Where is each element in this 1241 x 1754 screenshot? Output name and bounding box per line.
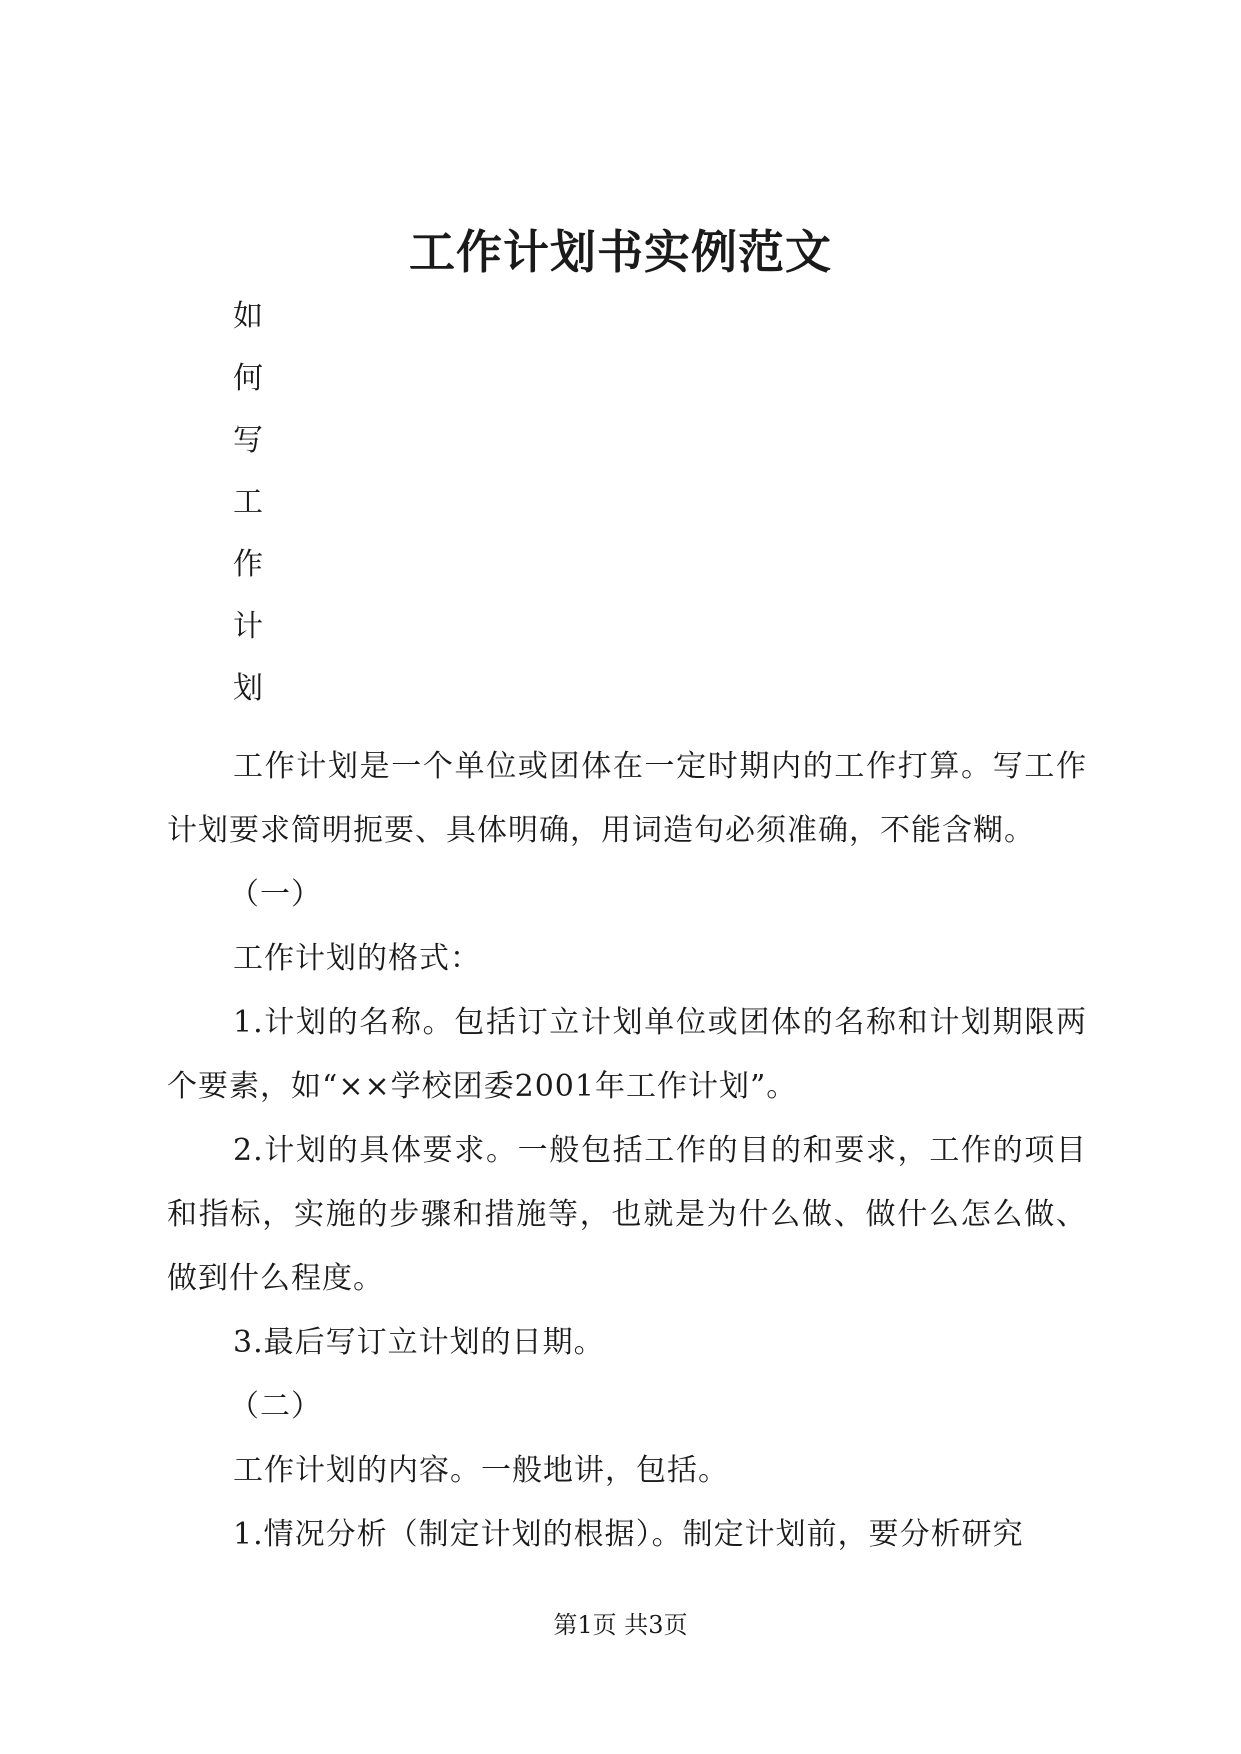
vertical-heading-char: 工 — [233, 485, 263, 520]
paragraph-item-1: 1.计划的名称。包括订立计划单位或团体的名称和计划期限两个要素，如“××学校团委2001年工作计划”。 — [167, 1005, 1087, 1104]
paragraph-format-heading: 工作计划的格式： — [233, 941, 481, 976]
paragraph-content-heading: 工作计划的内容。一般地讲，包括。 — [233, 1453, 729, 1488]
section-marker-two: （二） — [229, 1389, 322, 1424]
paragraph-intro: 工作计划是一个单位或团体在一定时期内的工作打算。写工作计划要求简明扼要、具体明确，用词造句必须准确，不能含糊。 — [167, 749, 1087, 848]
vertical-heading-char: 作 — [233, 547, 263, 582]
paragraph-content-item-1: 1.情况分析（制定计划的根据）。制定计划前，要分析研究 — [233, 1517, 1024, 1552]
vertical-heading-char: 划 — [233, 671, 263, 706]
vertical-heading-char: 写 — [233, 423, 263, 458]
page-footer: 第1页 共3页 — [553, 1611, 688, 1639]
vertical-heading-char: 计 — [233, 609, 263, 644]
vertical-heading-char: 如 — [233, 299, 263, 334]
paragraph-item-3: 3.最后写订立计划的日期。 — [233, 1325, 605, 1360]
document-title: 工作计划书实例范文 — [409, 225, 832, 279]
section-marker-one: （一） — [229, 877, 322, 912]
vertical-heading-char: 何 — [233, 361, 263, 396]
document-body — [167, 735, 1087, 1567]
paragraph-item-2: 2.计划的具体要求。一般包括工作的目的和要求，工作的项目和指标，实施的步骤和措施等，也就是为什么做、做什么怎么做、做到什么程度。 — [167, 1133, 1087, 1296]
